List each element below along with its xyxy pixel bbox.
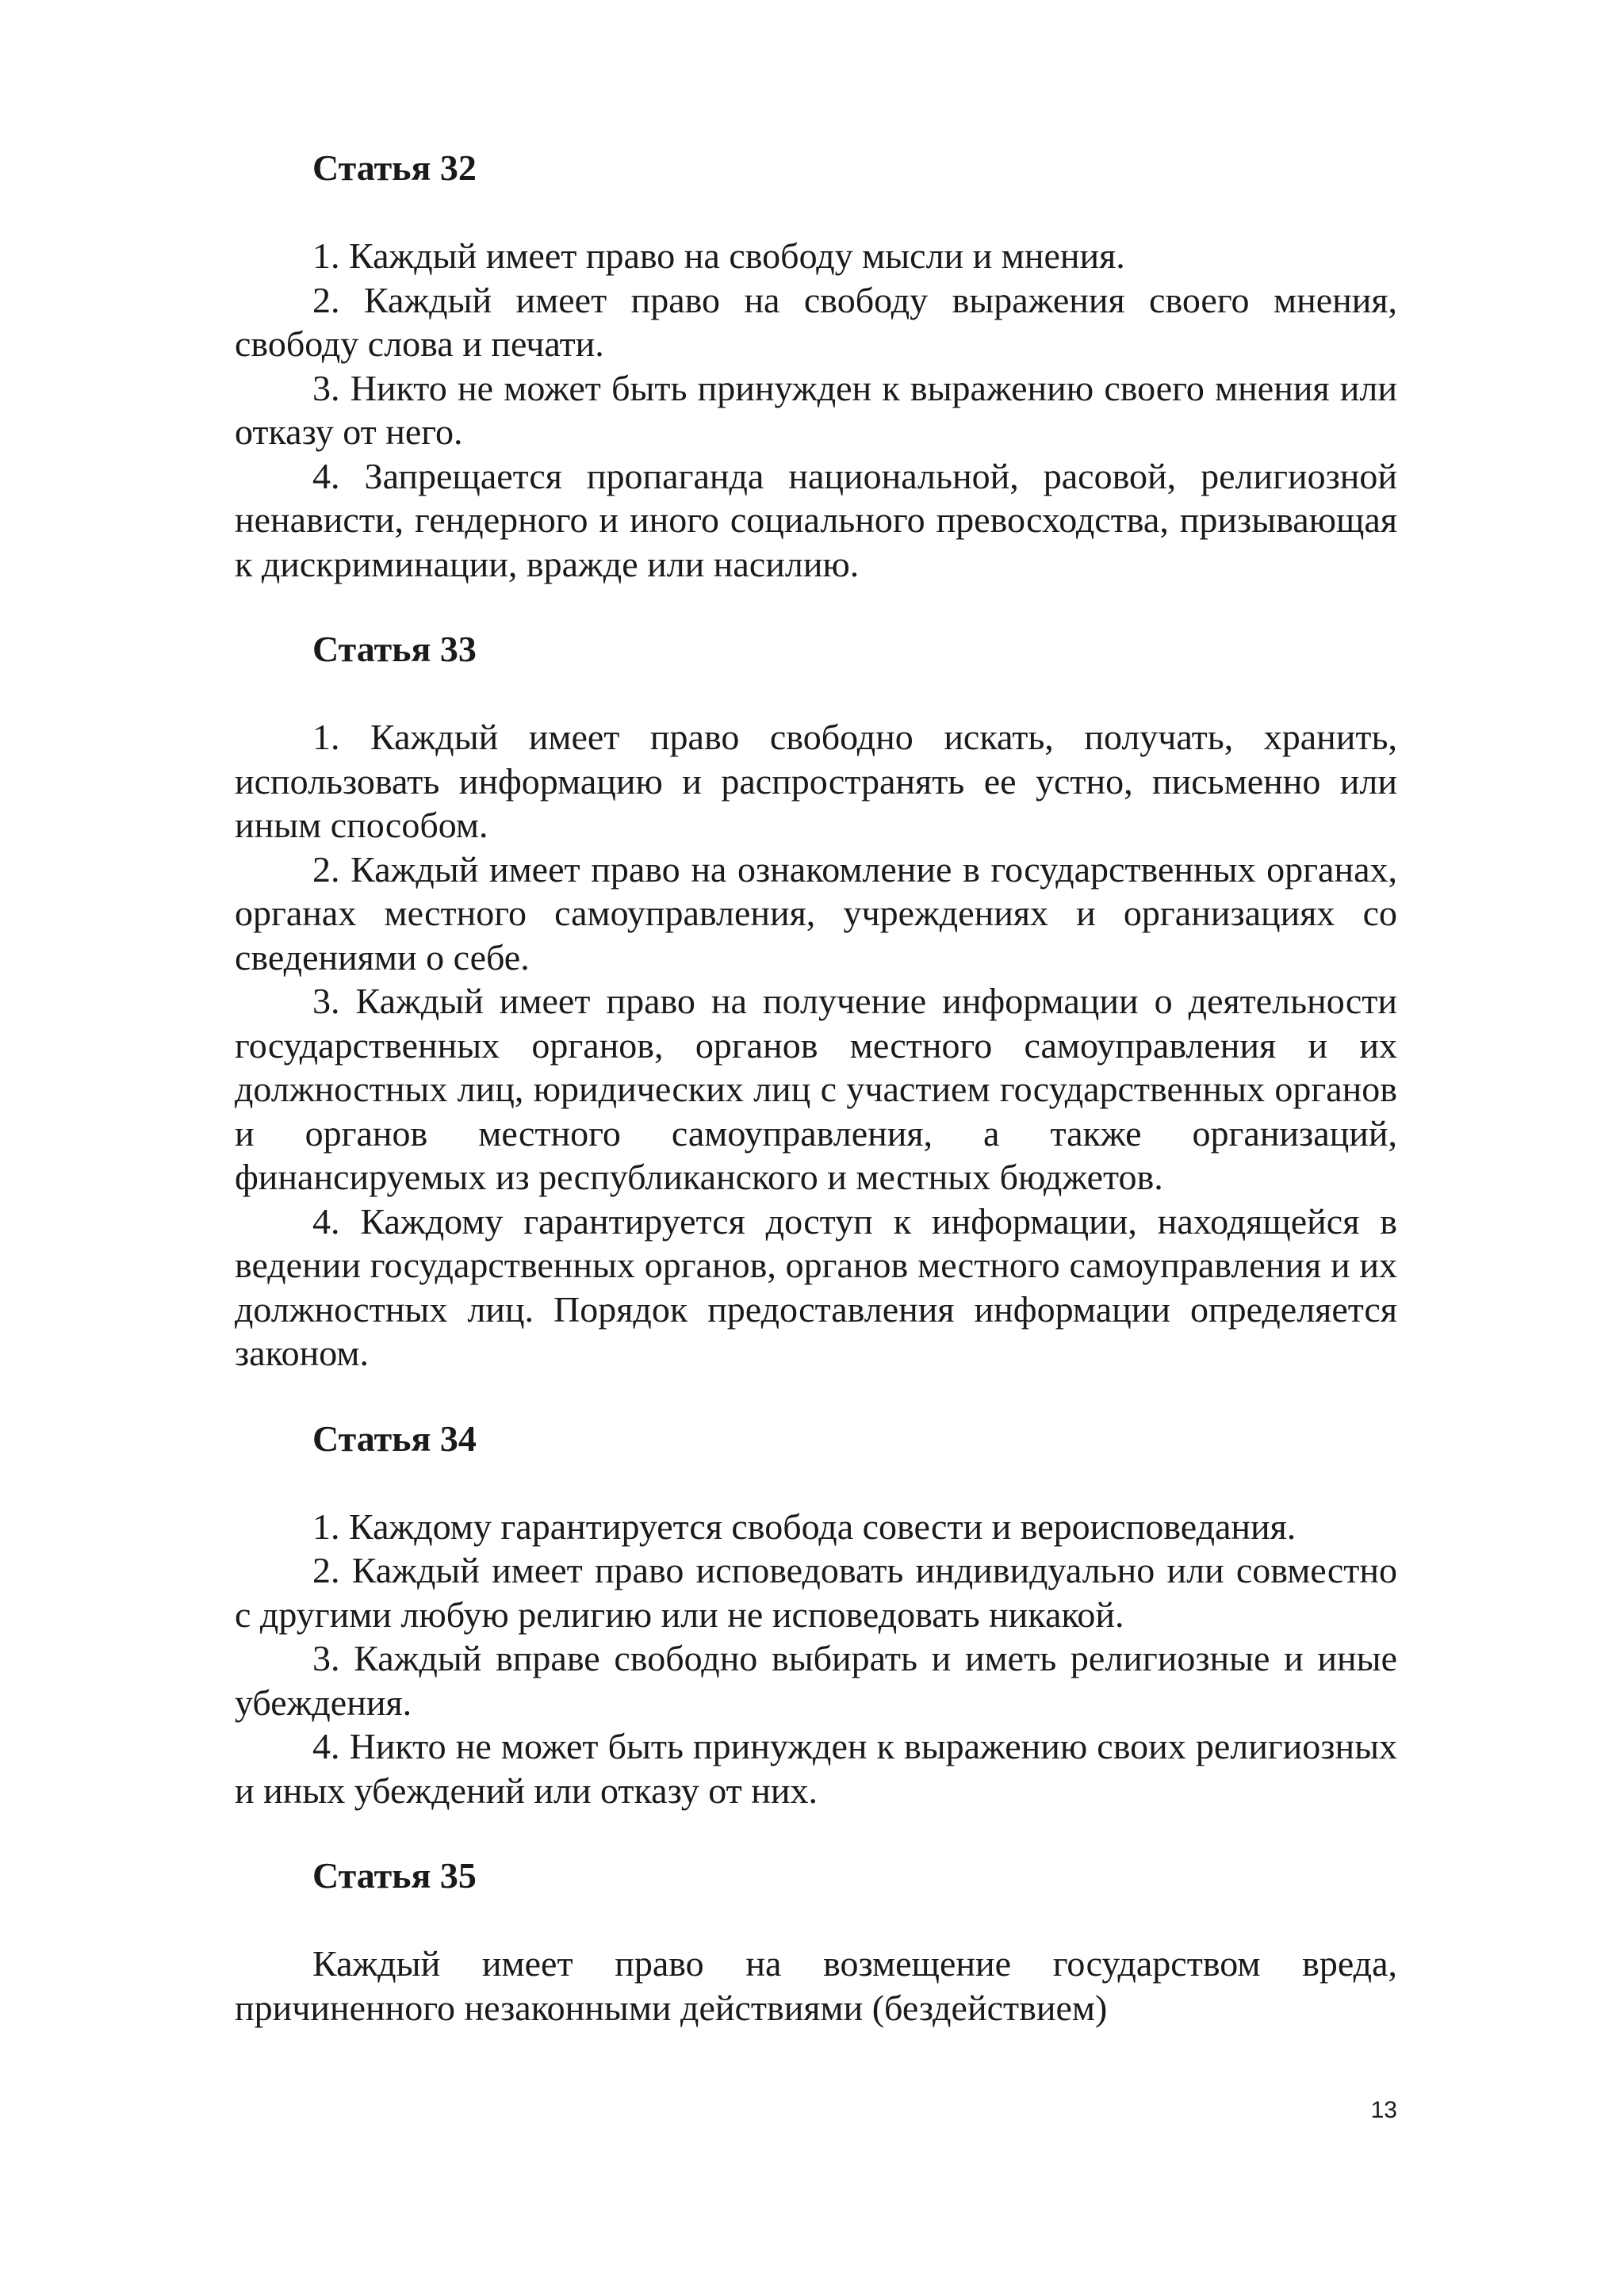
article-32	[235, 146, 1397, 586]
article-heading: Статья 35	[312, 1855, 477, 1896]
paragraph: 1. Каждый имеет право свободно искать, получать, хранить, использовать информацию и распространять ее устно, письменно или иным способом.	[235, 717, 1397, 845]
article-33	[235, 627, 1397, 1376]
paragraph: 2. Каждый имеет право на свободу выражения своего мнения, свободу слова и печати.	[235, 279, 1397, 364]
paragraph: Каждый имеет право на возмещение государством вреда, причиненного незаконными действиями (бездействием)	[235, 1943, 1397, 2028]
article-heading: Статья 33	[312, 629, 477, 669]
paragraph: 3. Никто не может быть принужден к выражению своего мнения или отказу от него.	[235, 367, 1397, 452]
page-content	[235, 146, 1397, 2030]
paragraph: 4. Запрещается пропаганда национальной, расовой, религиозной ненависти, гендерного и иного социального превосходства, призывающая к дискриминации, вражде или насилию.	[235, 455, 1397, 584]
paragraph: 3. Каждый вправе свободно выбирать и иметь религиозные и иные убеждения.	[235, 1638, 1397, 1723]
paragraph: 4. Каждому гарантируется доступ к информации, находящейся в ведении государственных органов, органов местного самоуправления и их должностных лиц. Порядок предоставления информации определяется законом.	[235, 1200, 1397, 1373]
paragraph: 4. Никто не может быть принужден к выражению своих религиозных и иных убеждений или отказу от них.	[235, 1726, 1397, 1811]
paragraph: 3. Каждый имеет право на получение информации о деятельности государственных органов, органов местного самоуправления и их должностных лиц, юридических лиц с участием государственных органов и органов местного самоуправления, а также организаций, финансируемых из республиканского и местных бюджетов.	[235, 981, 1397, 1197]
article-heading: Статья 34	[312, 1418, 477, 1459]
paragraph: 2. Каждый имеет право исповедовать индивидуально или совместно с другими любую религию или не исповедовать никакой.	[235, 1550, 1397, 1635]
article-34	[235, 1417, 1397, 1813]
paragraph: 1. Каждому гарантируется свобода совести и вероисповедания.	[312, 1506, 1297, 1547]
article-35	[235, 1854, 1397, 2030]
paragraph: 2. Каждый имеет право на ознакомление в государственных органах, органах местного самоуправления, учреждениях и организациях со сведениями о себе.	[235, 848, 1397, 978]
paragraph: 1. Каждый имеет право на свободу мысли и мнения.	[312, 235, 1125, 276]
article-heading: Статья 32	[312, 147, 477, 188]
page-number: 13	[1370, 2097, 1397, 2123]
